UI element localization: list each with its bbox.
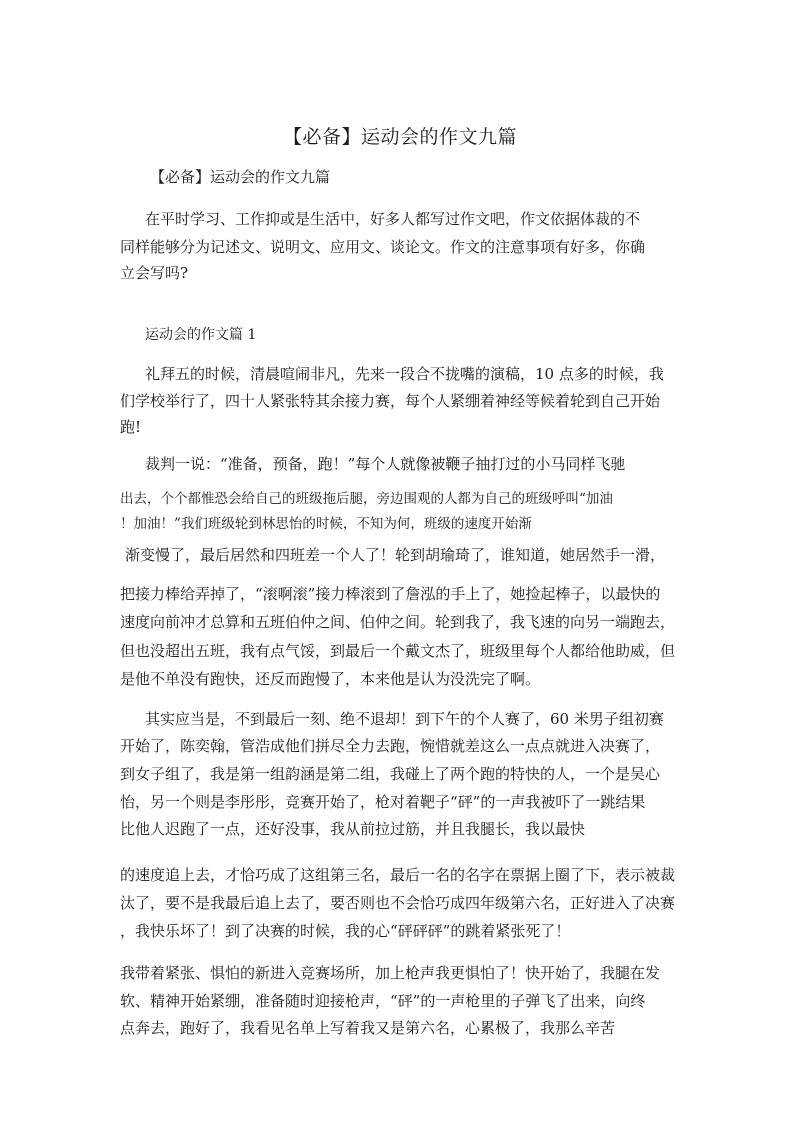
section-heading: 运动会的作文篇 1 [145,327,257,343]
paragraph-line: 开始了，陈奕翰，管浩成他们拼尽全力去跑，惋惜就差这么一点点就进入决赛了， [120,737,661,755]
intro-line: 在平时学习、工作抑或是生活中，好多人都写过作文吧，作文依据体裁的不 [145,210,641,228]
paragraph-line: 跑! [120,418,142,436]
paragraph-line: 但也没超出五班，我有点气馁，到最后一个戴文杰了，班级里每个人都给他助威，但 [120,642,676,660]
paragraph-line: 汰了，要不是我最后追上去了，要否则也不会恰巧成四年级第六名，正好进入了决赛 [120,894,676,912]
paragraph-line: 把接力棒给弄掉了，“滚啊滚”接力棒滚到了詹泓的手上了，她捡起棒子，以最快的 [120,585,661,603]
paragraph-line: ！加油！”我们班级轮到林思怡的时候，不知为何，班级的速度开始渐 [120,516,532,532]
paragraph-line: 礼拜五的时候，清晨喧闹非凡，先来一段合不拢嘴的演稿，10 点多的时候，我 [145,365,664,383]
paragraph-line: 出去，个个都惟恐会给自己的班级拖后腿，旁边围观的人都为自己的班级呼叫“加油 [120,491,613,507]
paragraph-line: 我带着紧张、惧怕的新进入竞赛场所，加上枪声我更惧怕了！快开始了，我腿在发 [120,964,661,982]
page-title: 【必备】运动会的作文九篇 [282,126,517,148]
paragraph-line: 比他人迟跑了一点，还好没事，我从前拉过筋，并且我腿长，我以最快 [120,820,586,838]
document-subtitle: 【必备】运动会的作文九篇 [150,168,331,186]
intro-line: 立会写吗? [120,264,189,282]
paragraph-line: 们学校举行了，四十人紧张特其余接力赛，每个人紧绷着神经等候着轮到自己开始 [120,392,661,410]
paragraph-line: 是他不单没有跑快，还反而跑慢了，本来他是认为没洗完了啊。 [120,670,541,688]
paragraph-line: 点奔去，跑好了，我看见名单上写着我又是第六名，心累极了，我那么辛苦 [120,1019,616,1037]
paragraph-line: 的速度追上去，才恰巧成了这组第三名，最后一名的名字在票据上圈了下，表示被裁 [120,866,676,884]
paragraph-line: 怡，另一个则是李彤彤，竞赛开始了，枪对着靶子“砰”的一声我被吓了一跳结果 [120,793,646,811]
intro-line: 同样能够分为记述文、说明文、应用文、谈论文。作文的注意事项有好多，你确 [120,238,646,256]
paragraph-line: 其实应当是，不到最后一刻、绝不退却！到下午的个人赛了，60 米男子组初赛 [145,710,664,728]
paragraph-line: 速度向前冲才总算和五班伯仲之间、伯仲之间。轮到我了，我飞速的向另一端跑去， [120,613,676,631]
paragraph-line: ，我快乐坏了！到了决赛的时候，我的心“砰砰砰”的跳着紧张死了！ [120,922,571,940]
paragraph-line: 裁判一说：“准备，预备，跑！”每个人就像被鞭子抽打过的小马同样飞驰 [145,455,626,473]
paragraph-line: 到女子组了，我是第一组韵涵是第二组，我碰上了两个跑的特快的人，一个是吴心 [120,765,661,783]
paragraph-line: 软、精神开始紧绷，准备随时迎接枪声，“砰”的一声枪里的子弹飞了出来，向终 [120,992,646,1010]
paragraph-line: 渐变慢了，最后居然和四班差一个人了！轮到胡瑜琦了，谁知道，她居然手一滑， [125,546,666,564]
